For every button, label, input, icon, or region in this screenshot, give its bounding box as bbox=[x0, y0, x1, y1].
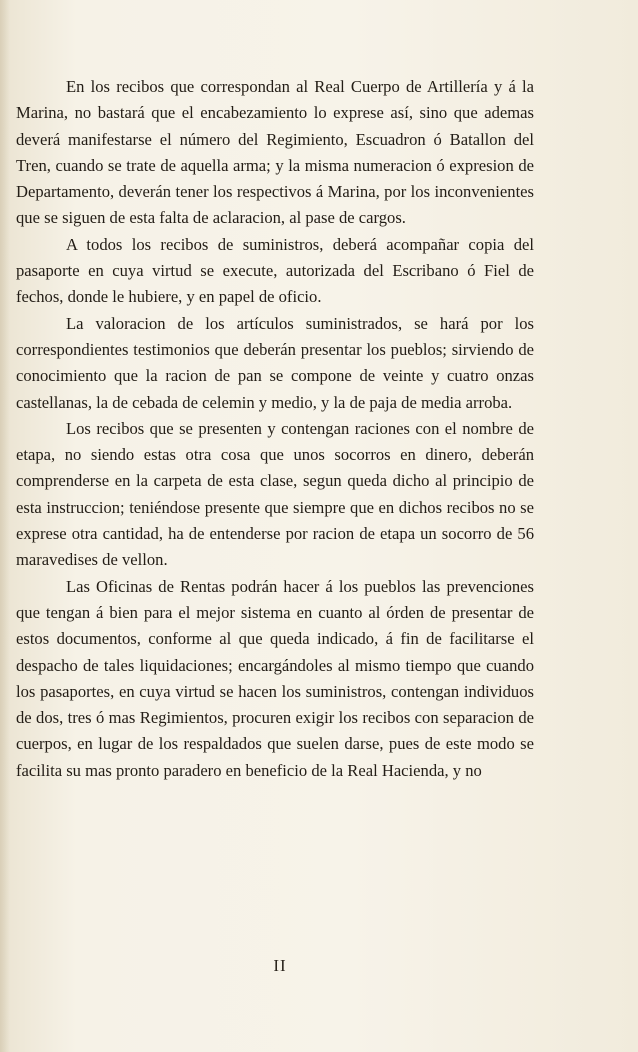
page-gutter-shadow bbox=[0, 0, 10, 1052]
paragraph-1: En los recibos que correspondan al Real Cuerpo de Artillería y á la Marina, no bastará que el encabezamiento lo exprese así, sino que ademas deverá manifestarse el número del Regimiento, Escuadron ó Batallon del Tren, cuando se trate de aquella arma; y la misma numeracion ó expresion de Departamento, deverán tener los respectivos á Marina, por los inconvenientes que se siguen de esta falta de aclaracion, al pase de cargos. bbox=[16, 77, 534, 228]
paragraph-5: Las Oficinas de Rentas podrán hacer á los pueblos las prevenciones que tengan á bien para el mejor sistema en cuanto al órden de presentar de estos documentos, conforme al que queda indicado, á fin de facilitarse el despacho de tales liquidaciones; encargándoles al mismo tiempo que cuando los pasaportes, en cuya virtud se hacen los suministros, contengan individuos de dos, tres ó mas Regimientos, procuren exigir los recibos con separacion de cuerpos, en lugar de los respaldados que suelen darse, pues de este modo se facilita su mas pronto paradero en beneficio de la Real Hacienda, y no bbox=[16, 576, 534, 780]
paragraph-3: La valoracion de los artículos suministrados, se hará por los correspondientes testimonios que deberán presentar los pueblos; sirviendo de conocimiento que la racion de pan se compone de veinte y cuatro onzas castellanas, la de cebada de celemin y medio, y la de paja de media arroba. bbox=[16, 313, 534, 412]
paragraph-4: Los recibos que se presenten y contengan raciones con el nombre de etapa, no siendo estas otra cosa que unos socorros en dinero, deberán comprenderse en la carpeta de esta clase, segun queda dicho al principio de esta instruccion; teniéndose presente que siempre que en dichos recibos no se exprese otra cantidad, ha de entenderse por racion de etapa un socorro de 56 maravedises de vellon. bbox=[16, 418, 534, 570]
paragraph-2: A todos los recibos de suministros, deberá acompañar copia del pasaporte en cuya virtud se execute, autorizada del Escribano ó Fiel de fechos, donde le hubiere, y en papel de oficio. bbox=[16, 234, 534, 307]
page-number: II bbox=[273, 956, 287, 975]
body-text bbox=[16, 74, 534, 784]
